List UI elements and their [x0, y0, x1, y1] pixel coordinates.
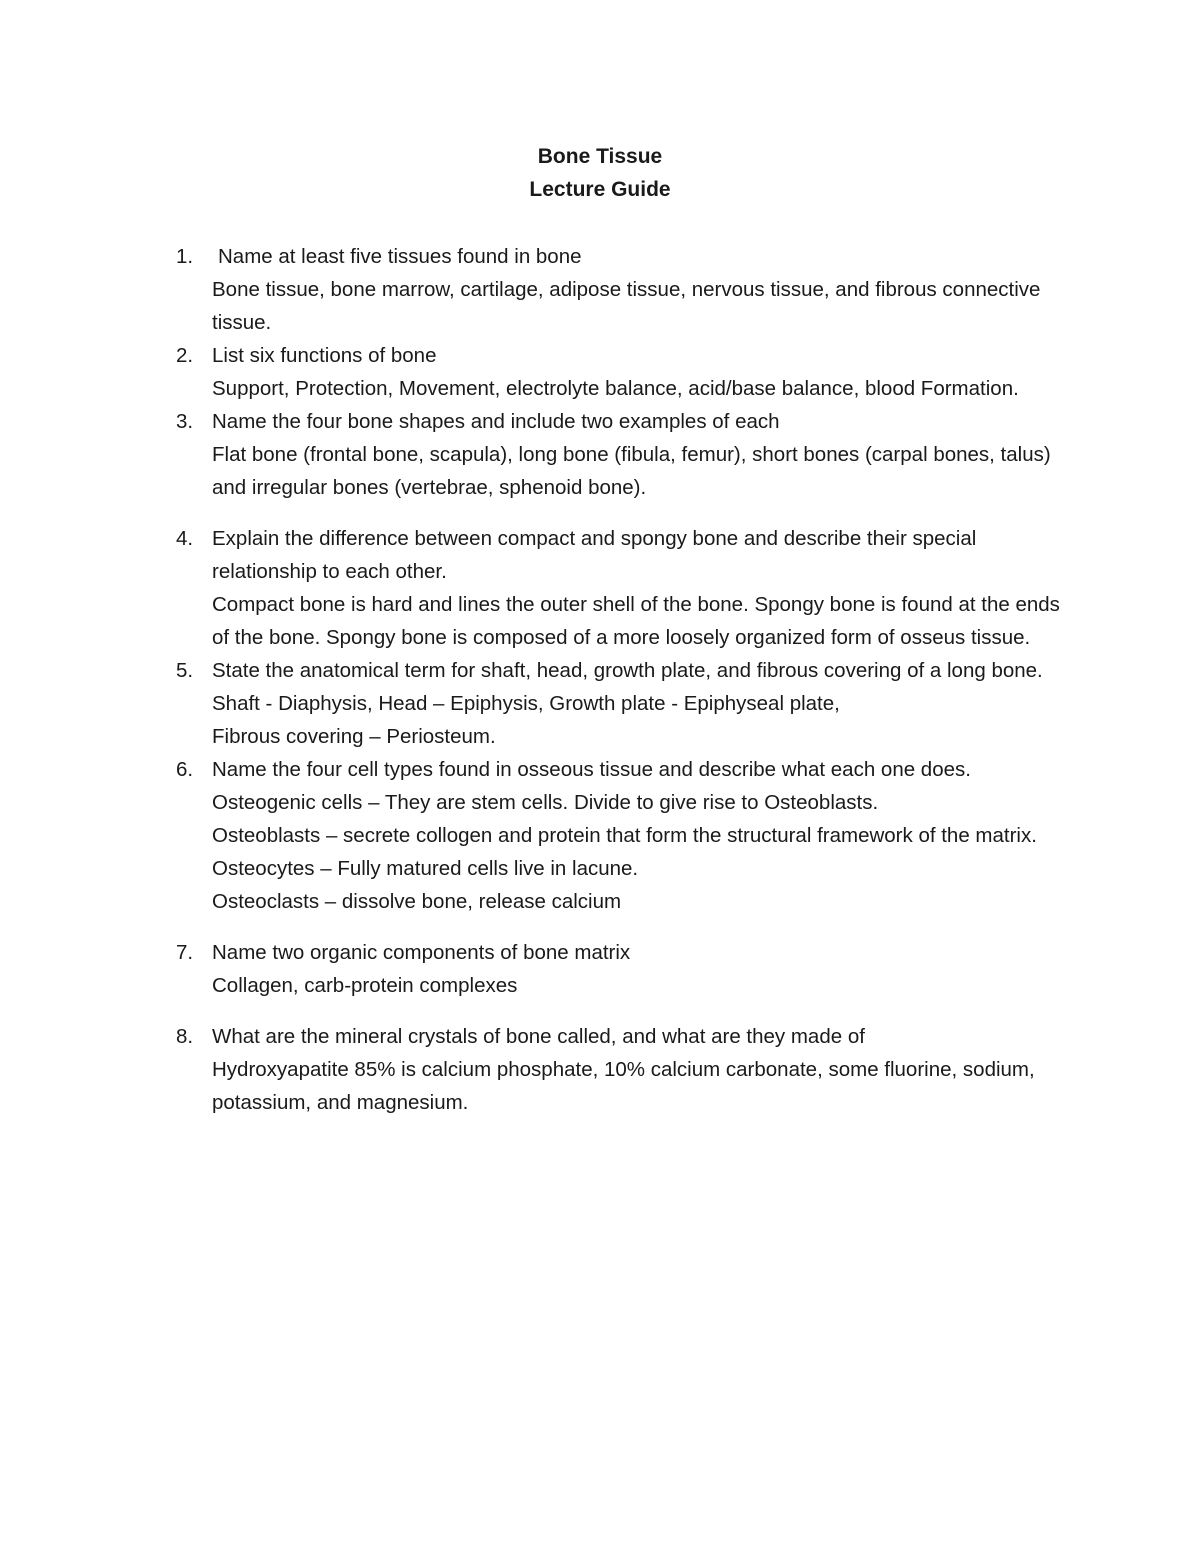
- question-number: 7.: [176, 941, 194, 964]
- answer-text: Osteoblasts – secrete collogen and protein that form the structural framework of the matrix.: [212, 824, 1037, 847]
- question-number: 4.: [176, 527, 194, 550]
- title-block: [0, 140, 1200, 206]
- question-item-2: [176, 339, 1076, 405]
- question-number: 5.: [176, 659, 194, 682]
- question-item-5: [176, 654, 1076, 753]
- document-title: Bone Tissue: [537, 145, 663, 168]
- answer-text: Flat bone (frontal bone, scapula), long bone (fibula, femur), short bones (carpal bones, talus) and irregular bones (vertebrae, sphenoid bone).: [212, 443, 1051, 499]
- answer-text: Support, Protection, Movement, electrolyte balance, acid/base balance, blood Formation.: [212, 377, 1019, 400]
- question-number: 3.: [176, 410, 194, 433]
- question-text: Explain the difference between compact and spongy bone and describe their special relationship to each other.: [212, 527, 977, 583]
- answer-text: Hydroxyapatite 85% is calcium phosphate, 10% calcium carbonate, some fluorine, sodium, potassium, and magnesium.: [212, 1058, 1035, 1114]
- question-number: 2.: [176, 344, 194, 367]
- question-item-3: [176, 405, 1076, 504]
- question-text: Name at least five tissues found in bone: [218, 245, 582, 268]
- question-text: Name two organic components of bone matrix: [212, 941, 631, 964]
- answer-text: Osteoclasts – dissolve bone, release calcium: [212, 890, 622, 913]
- question-list: [176, 240, 1076, 1119]
- answer-text: Shaft - Diaphysis, Head – Epiphysis, Growth plate - Epiphyseal plate,: [212, 692, 840, 715]
- answer-text: Fibrous covering – Periosteum.: [212, 725, 496, 748]
- question-text: State the anatomical term for shaft, head, growth plate, and fibrous covering of a long bone.: [212, 659, 1043, 682]
- question-number: 8.: [176, 1025, 194, 1048]
- question-item-1: [176, 240, 1076, 339]
- answer-text: Collagen, carb-protein complexes: [212, 974, 518, 997]
- question-number: 6.: [176, 758, 194, 781]
- question-item-6: [176, 753, 1076, 918]
- document-subtitle: Lecture Guide: [529, 178, 671, 201]
- question-text: Name the four bone shapes and include two examples of each: [212, 410, 780, 433]
- question-item-7: [176, 936, 1076, 1002]
- answer-text: Osteogenic cells – They are stem cells. Divide to give rise to Osteoblasts.: [212, 791, 879, 814]
- question-item-4: [176, 522, 1076, 654]
- answer-text: Compact bone is hard and lines the outer shell of the bone. Spongy bone is found at the ends of the bone. Spongy bone is composed of a more loosely organized form of osseus tissue.: [212, 593, 1060, 649]
- question-text: List six functions of bone: [212, 344, 437, 367]
- question-text: Name the four cell types found in osseous tissue and describe what each one does.: [212, 758, 971, 781]
- question-text: What are the mineral crystals of bone called, and what are they made of: [212, 1025, 865, 1048]
- answer-text: Bone tissue, bone marrow, cartilage, adipose tissue, nervous tissue, and fibrous connective tissue.: [212, 278, 1041, 334]
- question-item-8: [176, 1020, 1076, 1119]
- answer-text: Osteocytes – Fully matured cells live in lacune.: [212, 857, 639, 880]
- question-number: 1.: [176, 245, 194, 268]
